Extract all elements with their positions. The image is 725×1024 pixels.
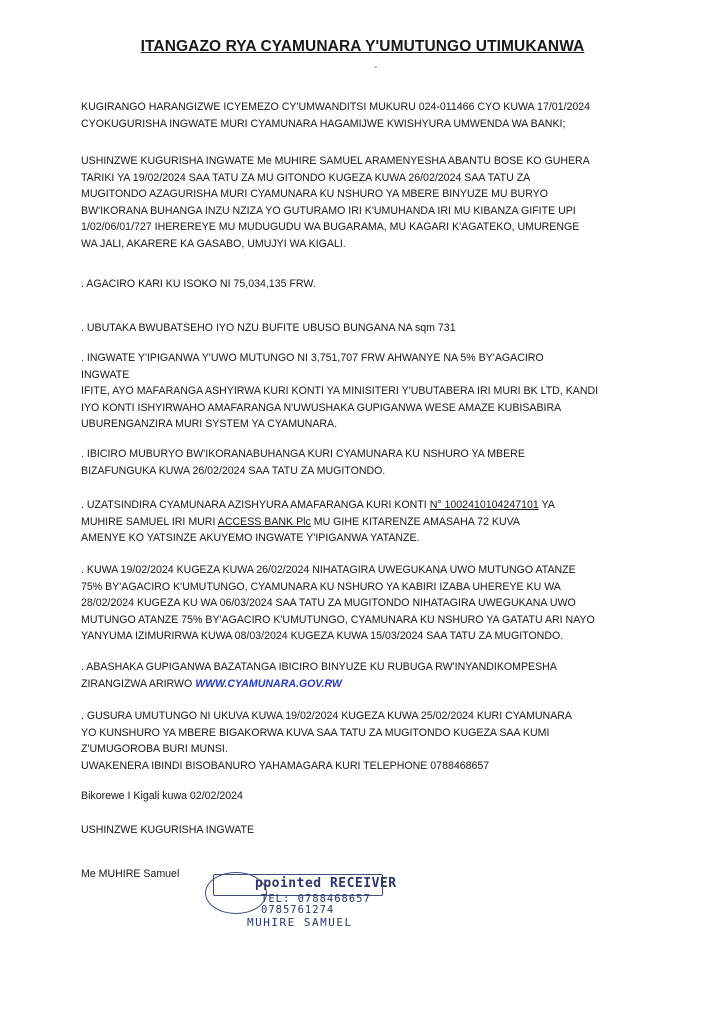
- text-line: BIZAFUNGUKA KUWA 26/02/2024 SAA TATU ZA MUGITONDO.: [81, 464, 386, 477]
- paragraph-decision: [81, 99, 646, 132]
- page-title: ITANGAZO RYA CYAMUNARA Y'UMUTUNGO UTIMUKANWA: [140, 38, 585, 55]
- signer-role: USHINZWE KUGURISHA INGWATE: [81, 824, 255, 836]
- text-line: . GUSURA UMUTUNGO NI UKUVA KUWA 19/02/2024 KUGEZA KUWA 25/02/2024 KURI CYAMUNARA: [81, 710, 572, 722]
- text-line: USHINZWE KUGURISHA INGWATE Me MUHIRE SAMUEL ARAMENYESHA ABANTU BOSE KO GUHERA: [81, 155, 590, 167]
- paragraph-payment: [81, 497, 646, 547]
- stamp-phone-1: TEL: 0788468657: [261, 893, 371, 905]
- text-line: Z'UMUGOROBA BURI MUNSI.: [81, 743, 228, 756]
- text-line: ZIRANGIZWA ARIRWO WWW.CYAMUNARA.GOV.RW: [81, 677, 342, 690]
- bank-name: ACCESS BANK Plc: [217, 515, 311, 528]
- text-line: IYO KONTI ISHYIRWAHO AMAFARANGA N'UWUSHAKA GUPIGANWA WESE AMAZE KUBISABIRA: [81, 401, 562, 414]
- paragraph-announcement: [81, 153, 646, 253]
- text-line: . INGWATE Y'IPIGANWA Y'UWO MUTUNGO NI 3,751,707 FRW AHWANYE NA 5% BY'AGACIRO: [81, 352, 544, 364]
- paragraph-land-size: [81, 320, 646, 337]
- text-line: YO KUNSHURO YA MBERE BIGAKORWA KUVA SAA TATU ZA MUGITONDO KUGEZA SAA KUMI: [81, 726, 550, 739]
- text-line: IFITE, AYO MAFARANGA ASHYIRWA KURI KONTI YA MINISITERI Y'UBUTABERA IRI MURI BK LTD, KANDI: [81, 385, 599, 398]
- text-line: MUTUNGO ATANZE 75% BY'AGACIRO K'UMUTUNGO, CYAMUNARA KU NSHURO YA GATATU ARI NAYO: [81, 613, 595, 626]
- text-line: 28/02/2024 KUGEZA KU WA 06/03/2024 SAA TATU ZA MUGITONDO NIHATAGIRA UWEGUKANA UWO: [81, 597, 576, 610]
- stamp-name: MUHIRE SAMUEL: [247, 916, 353, 929]
- text-line: YANYUMA IZIMURIRWA KUWA 08/03/2024 KUGEZA KUWA 15/03/2024 SAA TATU ZA MUGITONDO.: [81, 630, 564, 643]
- text-line: TARIKI YA 19/02/2024 SAA TATU ZA MU GITONDO KUGEZA KUWA 26/02/2024 SAA TATU ZA: [81, 171, 531, 184]
- signer-name: Me MUHIRE Samuel: [81, 868, 180, 880]
- stamp-phone-2: 0785761274: [261, 904, 335, 916]
- text-line: . UZATSINDIRA CYAMUNARA AZISHYURA AMAFARANGA KURI KONTI N° 1002410104247101 YA: [81, 499, 555, 511]
- paragraph-deposit: [81, 350, 646, 433]
- text-line: CYOKUGURISHA INGWATE MURI CYAMUNARA HAGAMIJWE KWISHYURA UMWENDA WA BANKI;: [81, 117, 566, 130]
- text-line: AMENYE KO YATSINZE AKUYEMO INGWATE Y'IPIGANWA YATANZE.: [81, 532, 420, 545]
- text-line: . KUWA 19/02/2024 KUGEZA KUWA 26/02/2024 NIHATAGIRA UWEGUKANA UWO MUTUNGO ATANZE: [81, 564, 576, 576]
- text-line: 1/02/06/01/727 IHEREREYE MU MUDUGUDU WA BUGARAMA, MU KAGARI K'AGATEKO, UMURENGE: [81, 221, 580, 234]
- text-line: UWAKENERA IBINDI BISOBANURO YAHAMAGARA KURI TELEPHONE 0788468657: [81, 759, 490, 772]
- scan-mark: -: [374, 62, 378, 73]
- text-line: KUGIRANGO HARANGIZWE ICYEMEZO CY'UMWANDITSI MUKURU 024-011466 CYO KUWA 17/01/2024: [81, 101, 591, 113]
- dateline: Bikorewe I Kigali kuwa 02/02/2024: [81, 790, 243, 802]
- text-line: . ABASHAKA GUPIGANWA BAZATANGA IBICIRO BINYUZE KU RUBUGA RW'INYANDIKOMPESHA: [81, 661, 557, 673]
- stamp-title: ppointed RECEIVER: [255, 876, 397, 891]
- text-line: . AGACIRO KARI KU ISOKO NI 75,034,135 FRW.: [81, 278, 316, 290]
- text-line: WA JALI, AKARERE KA GASABO, UMUJYI WA KIGALI.: [81, 237, 346, 250]
- text-line: MUHIRE SAMUEL IRI MURI ACCESS BANK Plc MU GIHE KITARENZE AMASAHA 72 KUVA: [81, 515, 520, 528]
- text-line: UBURENGANZIRA MURI SYSTEM YA CYAMUNARA.: [81, 418, 338, 431]
- text-line: 75% BY'AGACIRO K'UMUTUNGO, CYAMUNARA KU NSHURO YA KABIRI IZABA UHEREYE KU WA: [81, 580, 561, 593]
- text-line: BW'IKORANA BUHANGA INZU NZIZA YO GUTURAMO IRI K'UMUHANDA IRI MU KIBANZA GIFITE UPI: [81, 204, 576, 217]
- paragraph-visiting: [81, 708, 646, 774]
- text-line: INGWATE: [81, 368, 130, 381]
- text-line: . UBUTAKA BWUBATSEHO IYO NZU BUFITE UBUSO BUNGANA NA sqm 731: [81, 322, 456, 334]
- receiver-stamp: [205, 868, 397, 932]
- text-line: . IBICIRO MUBURYO BW'IKORANABUHANGA KURI CYAMUNARA KU NSHURO YA MBERE: [81, 448, 525, 460]
- account-number: N° 1002410104247101: [429, 499, 539, 511]
- paragraph-auction-rounds: [81, 562, 646, 645]
- text-line: MUGITONDO AZAGURISHA MURI CYAMUNARA KU NSHURO YA MBERE BINYUZE MU BURYO: [81, 188, 548, 201]
- paragraph-bidding-open: [81, 446, 646, 479]
- paragraph-bidding-site: [81, 659, 646, 692]
- paragraph-market-value: [81, 276, 646, 293]
- website-link[interactable]: WWW.CYAMUNARA.GOV.RW: [195, 677, 342, 690]
